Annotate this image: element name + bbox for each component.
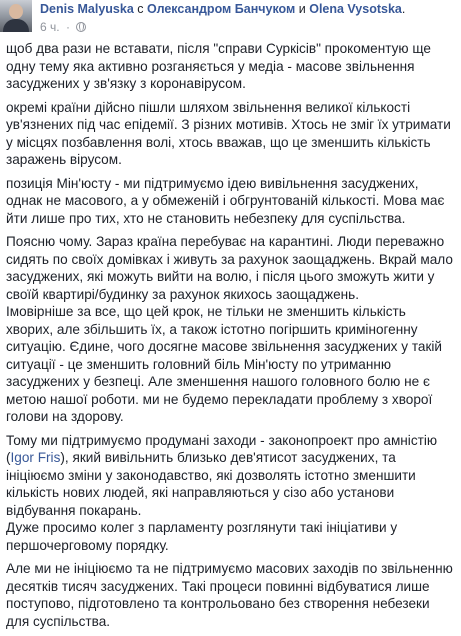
author-line	[40, 1, 460, 17]
avatar-shoulders-shape	[3, 19, 29, 32]
post-meta	[40, 19, 86, 35]
paragraph-6-text-before: Тому ми підтримуємо продумані заходи - законопроект про амністію (	[6, 432, 438, 465]
post-paragraph-4	[6, 233, 456, 426]
avatar-head-shape	[9, 4, 23, 19]
meta-separator: ·	[65, 20, 70, 34]
post-timestamp-link[interactable]: 6 ч.	[40, 20, 60, 34]
tagged-person-1-link[interactable]: Олександром Банчуком	[147, 2, 296, 16]
post-paragraph-1: щоб два рази не вставати, після "справи Суркісів" прокоментую ще одну тему яка активно розганяється у медіа - масове звільнення засуджених у зв'язку з коронавірусом.	[6, 41, 431, 91]
author-avatar[interactable]	[0, 0, 32, 32]
tagged-person-2-link[interactable]: Olena Vysotska	[309, 2, 402, 16]
with-text: с	[137, 2, 144, 16]
author-name-link[interactable]: Denis Malyuska	[40, 2, 134, 16]
paragraph-6-text-after: ), який вивільнить близько дев'ятисот засуджених, та ініціюємо зміни у законодавство, які дозволять істотно зменшити кількість нових людей, які направляються у сізо або установи відбування покарань.	[6, 450, 416, 518]
post-body	[6, 40, 456, 636]
paragraph-7-text: Дуже просимо колег з парламенту розглянути такі ініціативи у першочерговому порядку.	[6, 520, 398, 553]
post-paragraph-8: Але ми не ініціюємо та не підтримуємо масових заходів по звільненню десятків тисяч засуджених. Такі процеси повинні відбуватися лише поступово, підготовлено та контрольовано без створення небезеки для суспільства.	[6, 561, 453, 629]
mention-igor-fris-link[interactable]: Igor Fris	[10, 450, 61, 465]
author-line-end: .	[401, 2, 406, 16]
post-paragraph-6	[6, 432, 456, 555]
post-paragraph-3: позиція Мін'юсту - ми підтримуємо ідею вивільнення засуджених, однак не масового, а у обмеженій і обгрунтованій кількості. Мова має йти лише про тих, хто не становить небезпеку для суспільства.	[6, 175, 445, 226]
conjunction-text: и	[298, 2, 306, 16]
globe-icon[interactable]	[76, 22, 86, 32]
post-paragraph-2: окремі країни дійсно пішли шляхом звільнення великої кількості ув'язнених під час епідемії. З різних мотивів. Хтось не зміг їх утримати у місцях позбавлення волі, хтось вважав, що це зменшить кількість заражень вірусом.	[6, 99, 451, 167]
paragraph-4-text: Поясню чому. Зараз країна перебуває на карантині. Люди переважно сидять по своїх домівках і живуть за рахунок заощаджень. Вкрай мало засуджених, які можуть вийти на волю, і після цього зможуть жити у своїй квартирі/будинку за рахунок якихось заощаджень.	[6, 234, 453, 302]
post-header	[0, 0, 461, 40]
paragraph-5-text: Імовірніше за все, що цей крок, не тільки не зменшить кількість хворих, але збільшить їх, а також істотно погіршить криміногенну ситуацію. Єдине, чого досягне масове звільнення засуджених у такій ситуації - це зменшить головний біль Мін'юсту по утриманню засуджених у безпеці. Але зменшення нашого головного болю не є метою нашої роботи. ми не будемо перекладати проблему з хворої голови на здорову.	[6, 304, 443, 424]
